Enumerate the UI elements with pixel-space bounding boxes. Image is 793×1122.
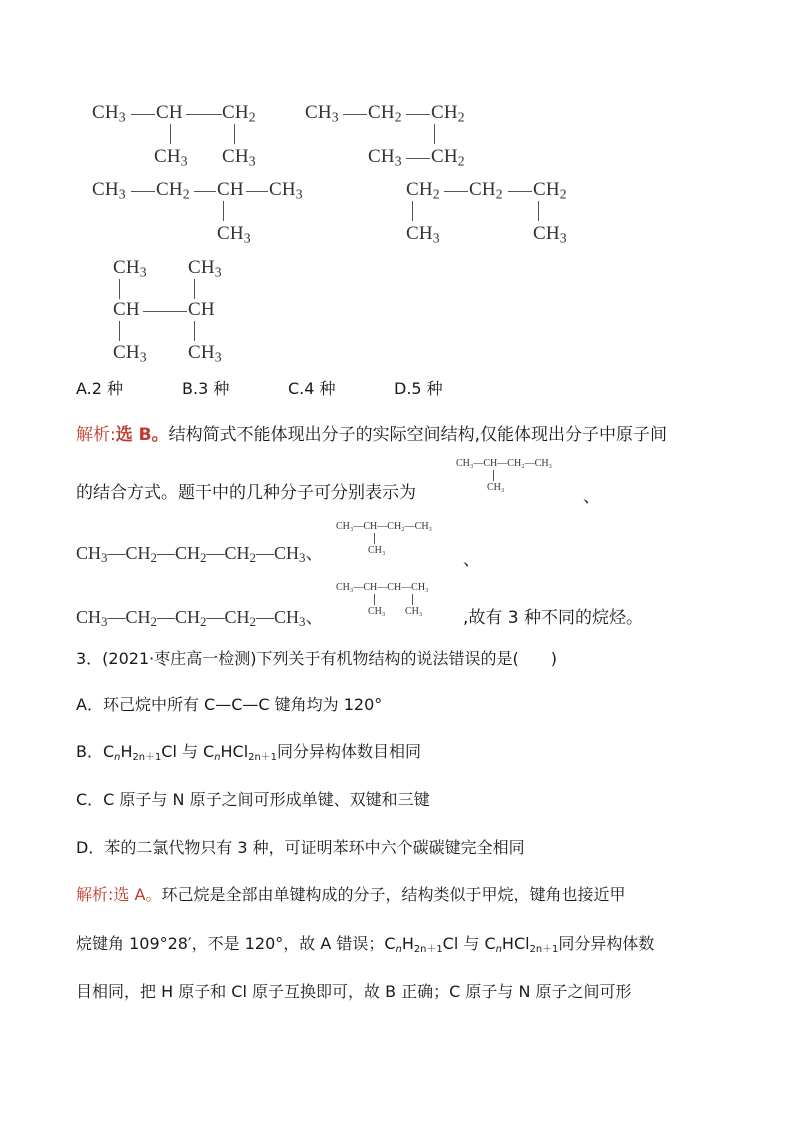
small-formula-branch: CH₃ <box>368 606 386 617</box>
bond <box>186 114 222 115</box>
atom-label: $CH_3$ <box>222 146 256 169</box>
analysis-label: 解析:选 A。 <box>76 885 162 904</box>
atom-label: $CH_3$ <box>188 342 222 365</box>
option-c: C.4 种 <box>288 379 336 398</box>
analysis-label: 解析: <box>76 425 116 445</box>
atom-label: $CH_2$ <box>156 179 190 202</box>
analysis-body: 结构简式不能体现出分子的实际空间结构,仅能体现出分子中原子间 <box>168 425 668 445</box>
bond <box>406 158 430 159</box>
chain-formula: $CH_3—CH_2—CH_2—CH_2—CH_3$、 <box>76 607 324 630</box>
bond <box>343 114 367 115</box>
question-stem: 3．(2021·枣庄高一检测)下列关于有机物结构的说法错误的是( ) <box>76 649 557 668</box>
atom-label: $CH_3$ <box>113 257 147 280</box>
analysis-text-line3: 目相同，把 H 原子和 Cl 原子互换即可，故 B 正确；C 原子与 N 原子之间可形 <box>76 982 632 1001</box>
atom-label: $CH_3$ <box>92 102 126 125</box>
analysis-text-line1: 解析:选 A。环己烷是全部由单键构成的分子，结构类似于甲烷，键角也接近甲 <box>76 885 626 904</box>
separator: 、 <box>583 487 600 507</box>
bond <box>223 201 224 221</box>
atom-label: $CH_3$ <box>113 342 147 365</box>
bond <box>412 594 413 605</box>
option-c: C．C 原子与 N 原子之间可形成单键、双键和三键 <box>76 790 430 809</box>
option-d: D.5 种 <box>394 379 443 398</box>
bond <box>119 321 120 341</box>
analysis-answer: 选 B。 <box>115 425 169 445</box>
bond <box>143 311 187 312</box>
bond <box>131 191 155 192</box>
bond <box>444 191 468 192</box>
chain-formula: $CH_3—CH_2—CH_2—CH_2—CH_3$、 <box>76 543 324 566</box>
atom-label: $CH_2$ <box>222 102 256 125</box>
bond <box>246 191 268 192</box>
bond <box>412 201 413 221</box>
analysis-text-line1 <box>76 420 667 445</box>
small-formula-branch: CH₃ <box>368 545 386 556</box>
atom-label: $CH_3$ <box>154 146 188 169</box>
atom-label: $CH_3$ <box>92 179 126 202</box>
separator: 、 <box>463 550 480 570</box>
atom-label: $CH_2$ <box>406 179 440 202</box>
atom-label: CH <box>156 102 183 123</box>
atom-label: $CH_2$ <box>431 102 465 125</box>
atom-label: $CH_2$ <box>469 179 503 202</box>
analysis-text-line2: 烷键角 109°28′，不是 120°，故 A 错误；CnH2n＋1Cl 与 CnHCl2n＋1同分异构体数 <box>76 934 655 955</box>
analysis-text-line2: 的结合方式。题干中的几种分子可分别表示为 <box>76 483 416 503</box>
atom-label: $CH_2$ <box>533 179 567 202</box>
atom-label: $CH_3$ <box>305 102 339 125</box>
atom-label: CH <box>113 299 140 320</box>
analysis-conclusion: ,故有 3 种不同的烷烃。 <box>463 608 644 628</box>
atom-label: $CH_3$ <box>406 223 440 246</box>
option-a: A．环己烷中所有 C—C—C 键角均为 120° <box>76 695 383 714</box>
atom-label: $CH_2$ <box>368 102 402 125</box>
bond <box>406 114 430 115</box>
bond <box>538 201 539 221</box>
option-b: B.3 种 <box>182 379 230 398</box>
option-d: D．苯的二氯代物只有 3 种，可证明苯环中六个碳碳键完全相同 <box>76 838 525 857</box>
bond <box>194 321 195 341</box>
small-formula-main: CH₃—CH—CH₂—CH₃ <box>456 458 553 469</box>
bond <box>434 124 435 144</box>
atom-label: $CH_3$ <box>217 223 251 246</box>
bond <box>508 191 532 192</box>
bond <box>374 594 375 605</box>
atom-label: CH <box>217 179 244 200</box>
option-b: B．CnH2n＋1Cl 与 CnHCl2n＋1同分异构体数目相同 <box>76 742 421 763</box>
bond <box>374 533 375 544</box>
small-formula-main: CH₃—CH—CH—CH₃ <box>336 582 429 593</box>
bond <box>194 279 195 299</box>
bond <box>119 279 120 299</box>
bond <box>170 124 171 144</box>
bond <box>234 124 235 144</box>
option-a: A.2 种 <box>76 379 124 398</box>
atom-label: CH <box>188 299 215 320</box>
atom-label: $CH_3$ <box>533 223 567 246</box>
bond <box>131 114 155 115</box>
small-formula-branch: CH₃ <box>487 482 505 493</box>
atom-label: $CH_3$ <box>368 146 402 169</box>
atom-label: $CH_3$ <box>188 257 222 280</box>
bond <box>194 191 216 192</box>
atom-label: $CH_2$ <box>431 146 465 169</box>
bond <box>493 470 494 481</box>
small-formula-branch: CH₃ <box>405 606 423 617</box>
atom-label: $CH_3$ <box>269 179 303 202</box>
small-formula-main: CH₃—CH—CH₂—CH₃ <box>336 521 433 532</box>
